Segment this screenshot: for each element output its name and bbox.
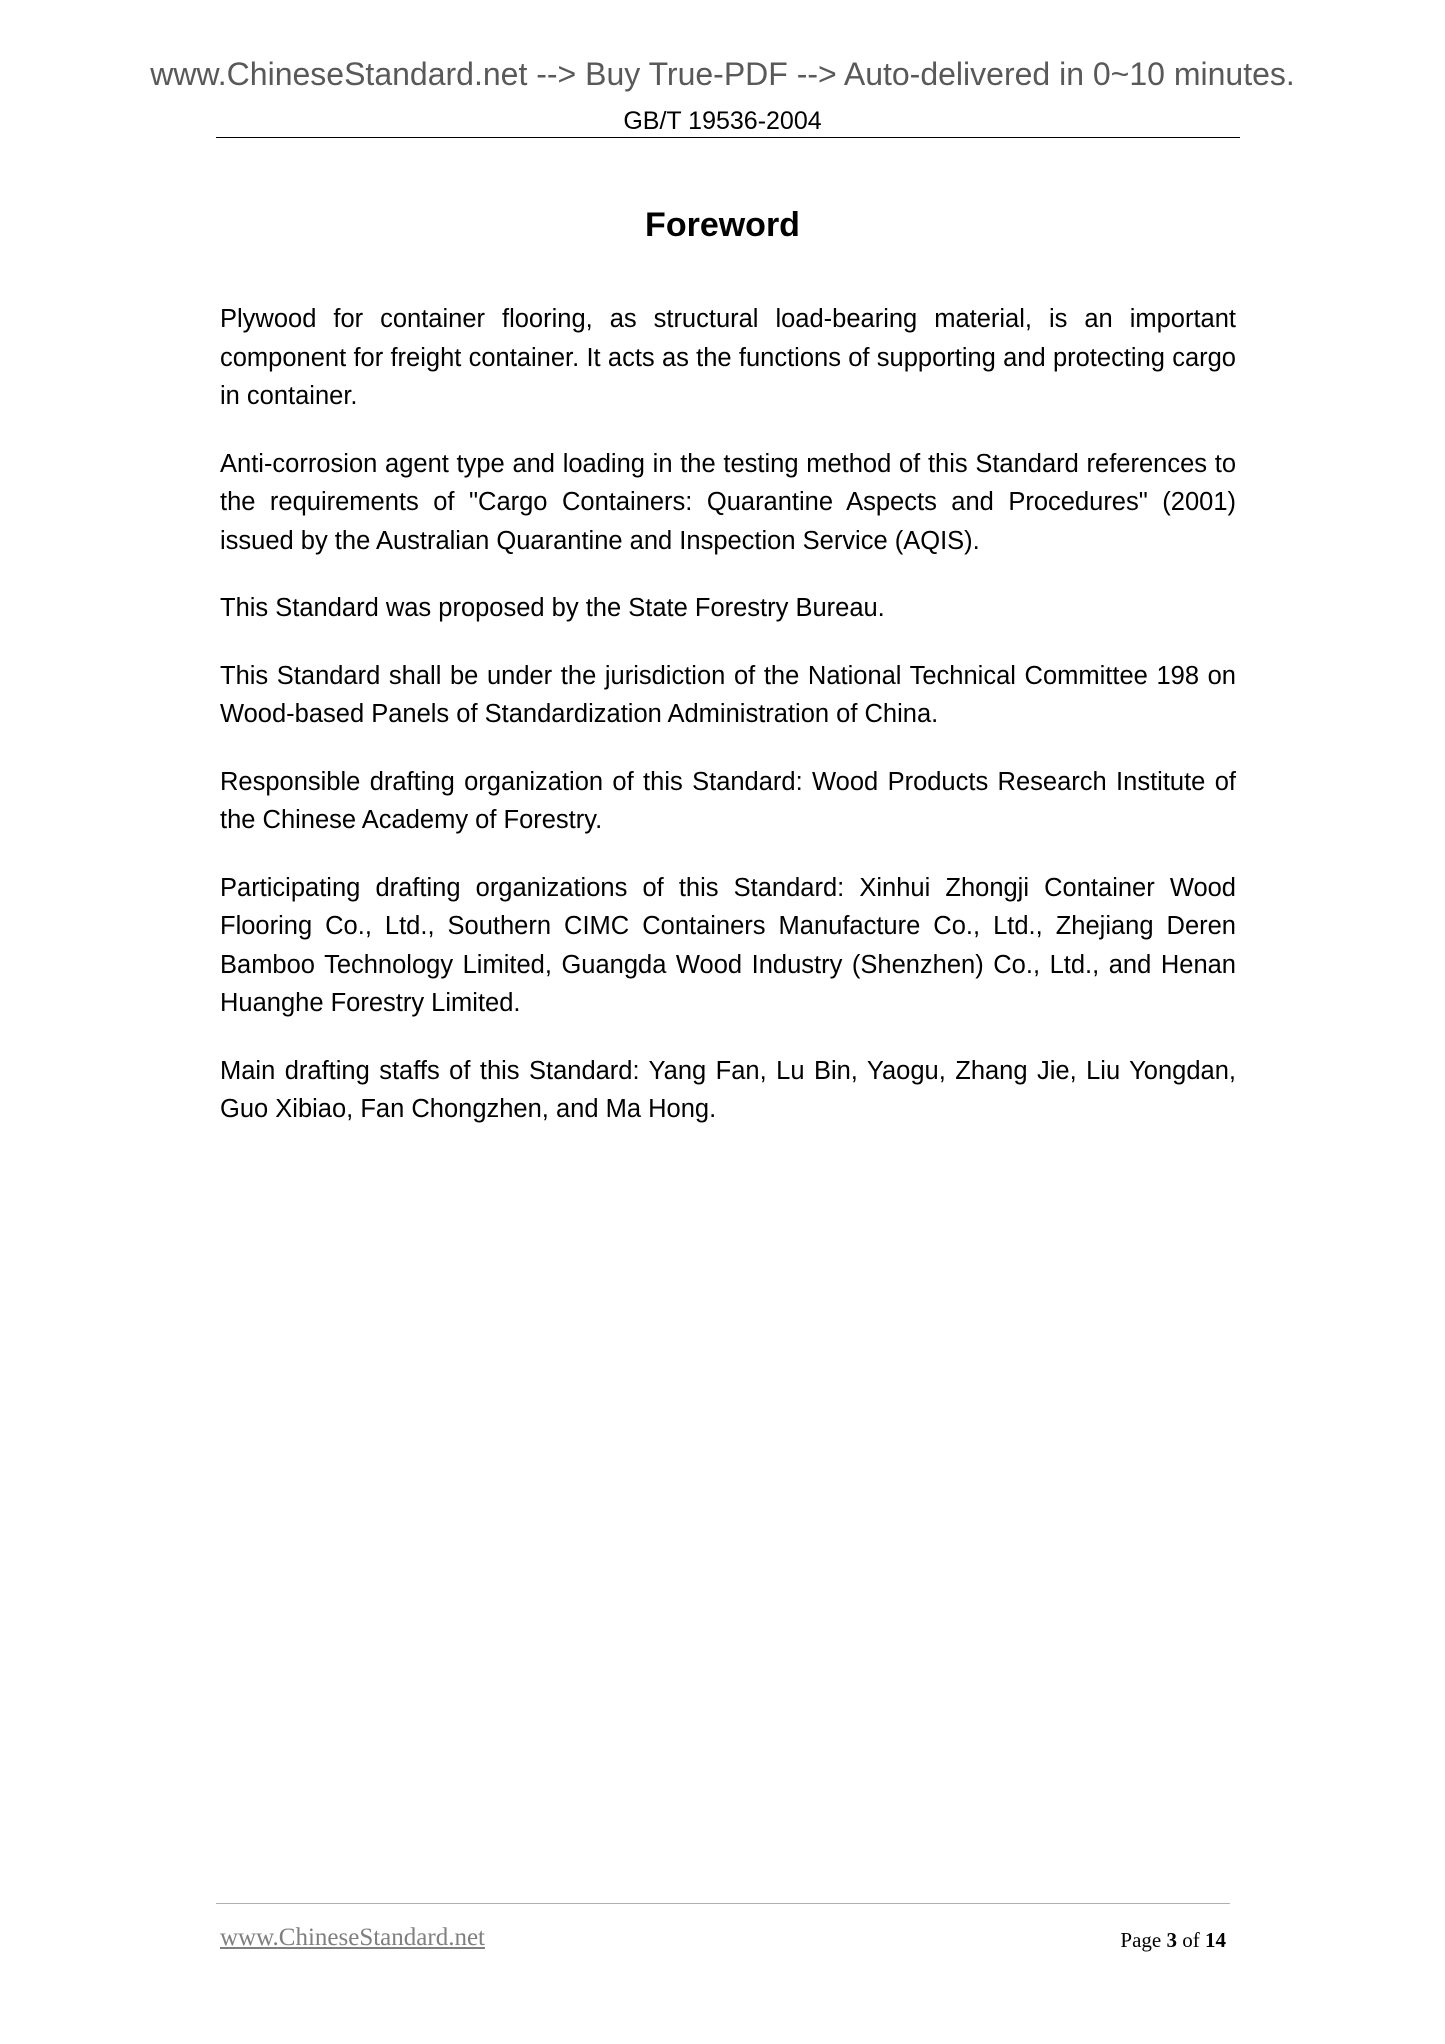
paragraph-references: Anti-corrosion agent type and loading in the testing method of this Standard references to the requirements of "Cargo Containers: Quarantine Aspects and Procedures" (2001) issued by the Australian Quarantine and Inspection Service (AQIS). xyxy=(220,449,1236,555)
paragraph-proposer: This Standard was proposed by the State Forestry Bureau. xyxy=(220,594,885,622)
document-code: GB/T 19536-2004 xyxy=(623,107,822,135)
paragraph-responsible-organization: Responsible drafting organization of this Standard: Wood Products Research Institute of the Chinese Academy of Forestry. xyxy=(220,767,1236,834)
footer-website-link[interactable]: www.ChineseStandard.net xyxy=(220,1924,485,1951)
page-current: 3 xyxy=(1166,1928,1177,1952)
paragraph-jurisdiction: This Standard shall be under the jurisdiction of the National Technical Committee 198 on Wood-based Panels of Standardization Administration of China. xyxy=(220,661,1236,728)
page-word: Page xyxy=(1120,1928,1162,1952)
header-banner: www.ChineseStandard.net --> Buy True-PDF --> Auto-delivered in 0~10 minutes. xyxy=(150,56,1295,92)
paragraph-drafting-staff: Main drafting staffs of this Standard: Yang Fan, Lu Bin, Yaogu, Zhang Jie, Liu Yongdan, Guo Xibiao, Fan Chongzhen, and Ma Hong. xyxy=(220,1056,1236,1123)
of-word: of xyxy=(1182,1928,1200,1952)
footer-divider xyxy=(216,1903,1230,1904)
foreword-body xyxy=(220,300,1236,1158)
paragraph-participating-organizations: Participating drafting organizations of this Standard: Xinhui Zhongji Container Wood Flooring Co., Ltd., Southern CIMC Containers Manufacture Co., Ltd., Zhejiang Deren Bamboo Technology Limited, Guangda Wood Industry (Shenzhen) Co., Ltd., and Henan Huanghe Forestry Limited. xyxy=(220,873,1236,1017)
paragraph-purpose: Plywood for container flooring, as structural load-bearing material, is an important component for freight container. It acts as the functions of supporting and protecting cargo in container. xyxy=(220,305,1236,410)
header-divider xyxy=(216,137,1240,138)
page-number xyxy=(1120,1928,1226,1953)
page-total: 14 xyxy=(1205,1928,1226,1952)
page-title: Foreword xyxy=(645,206,800,244)
